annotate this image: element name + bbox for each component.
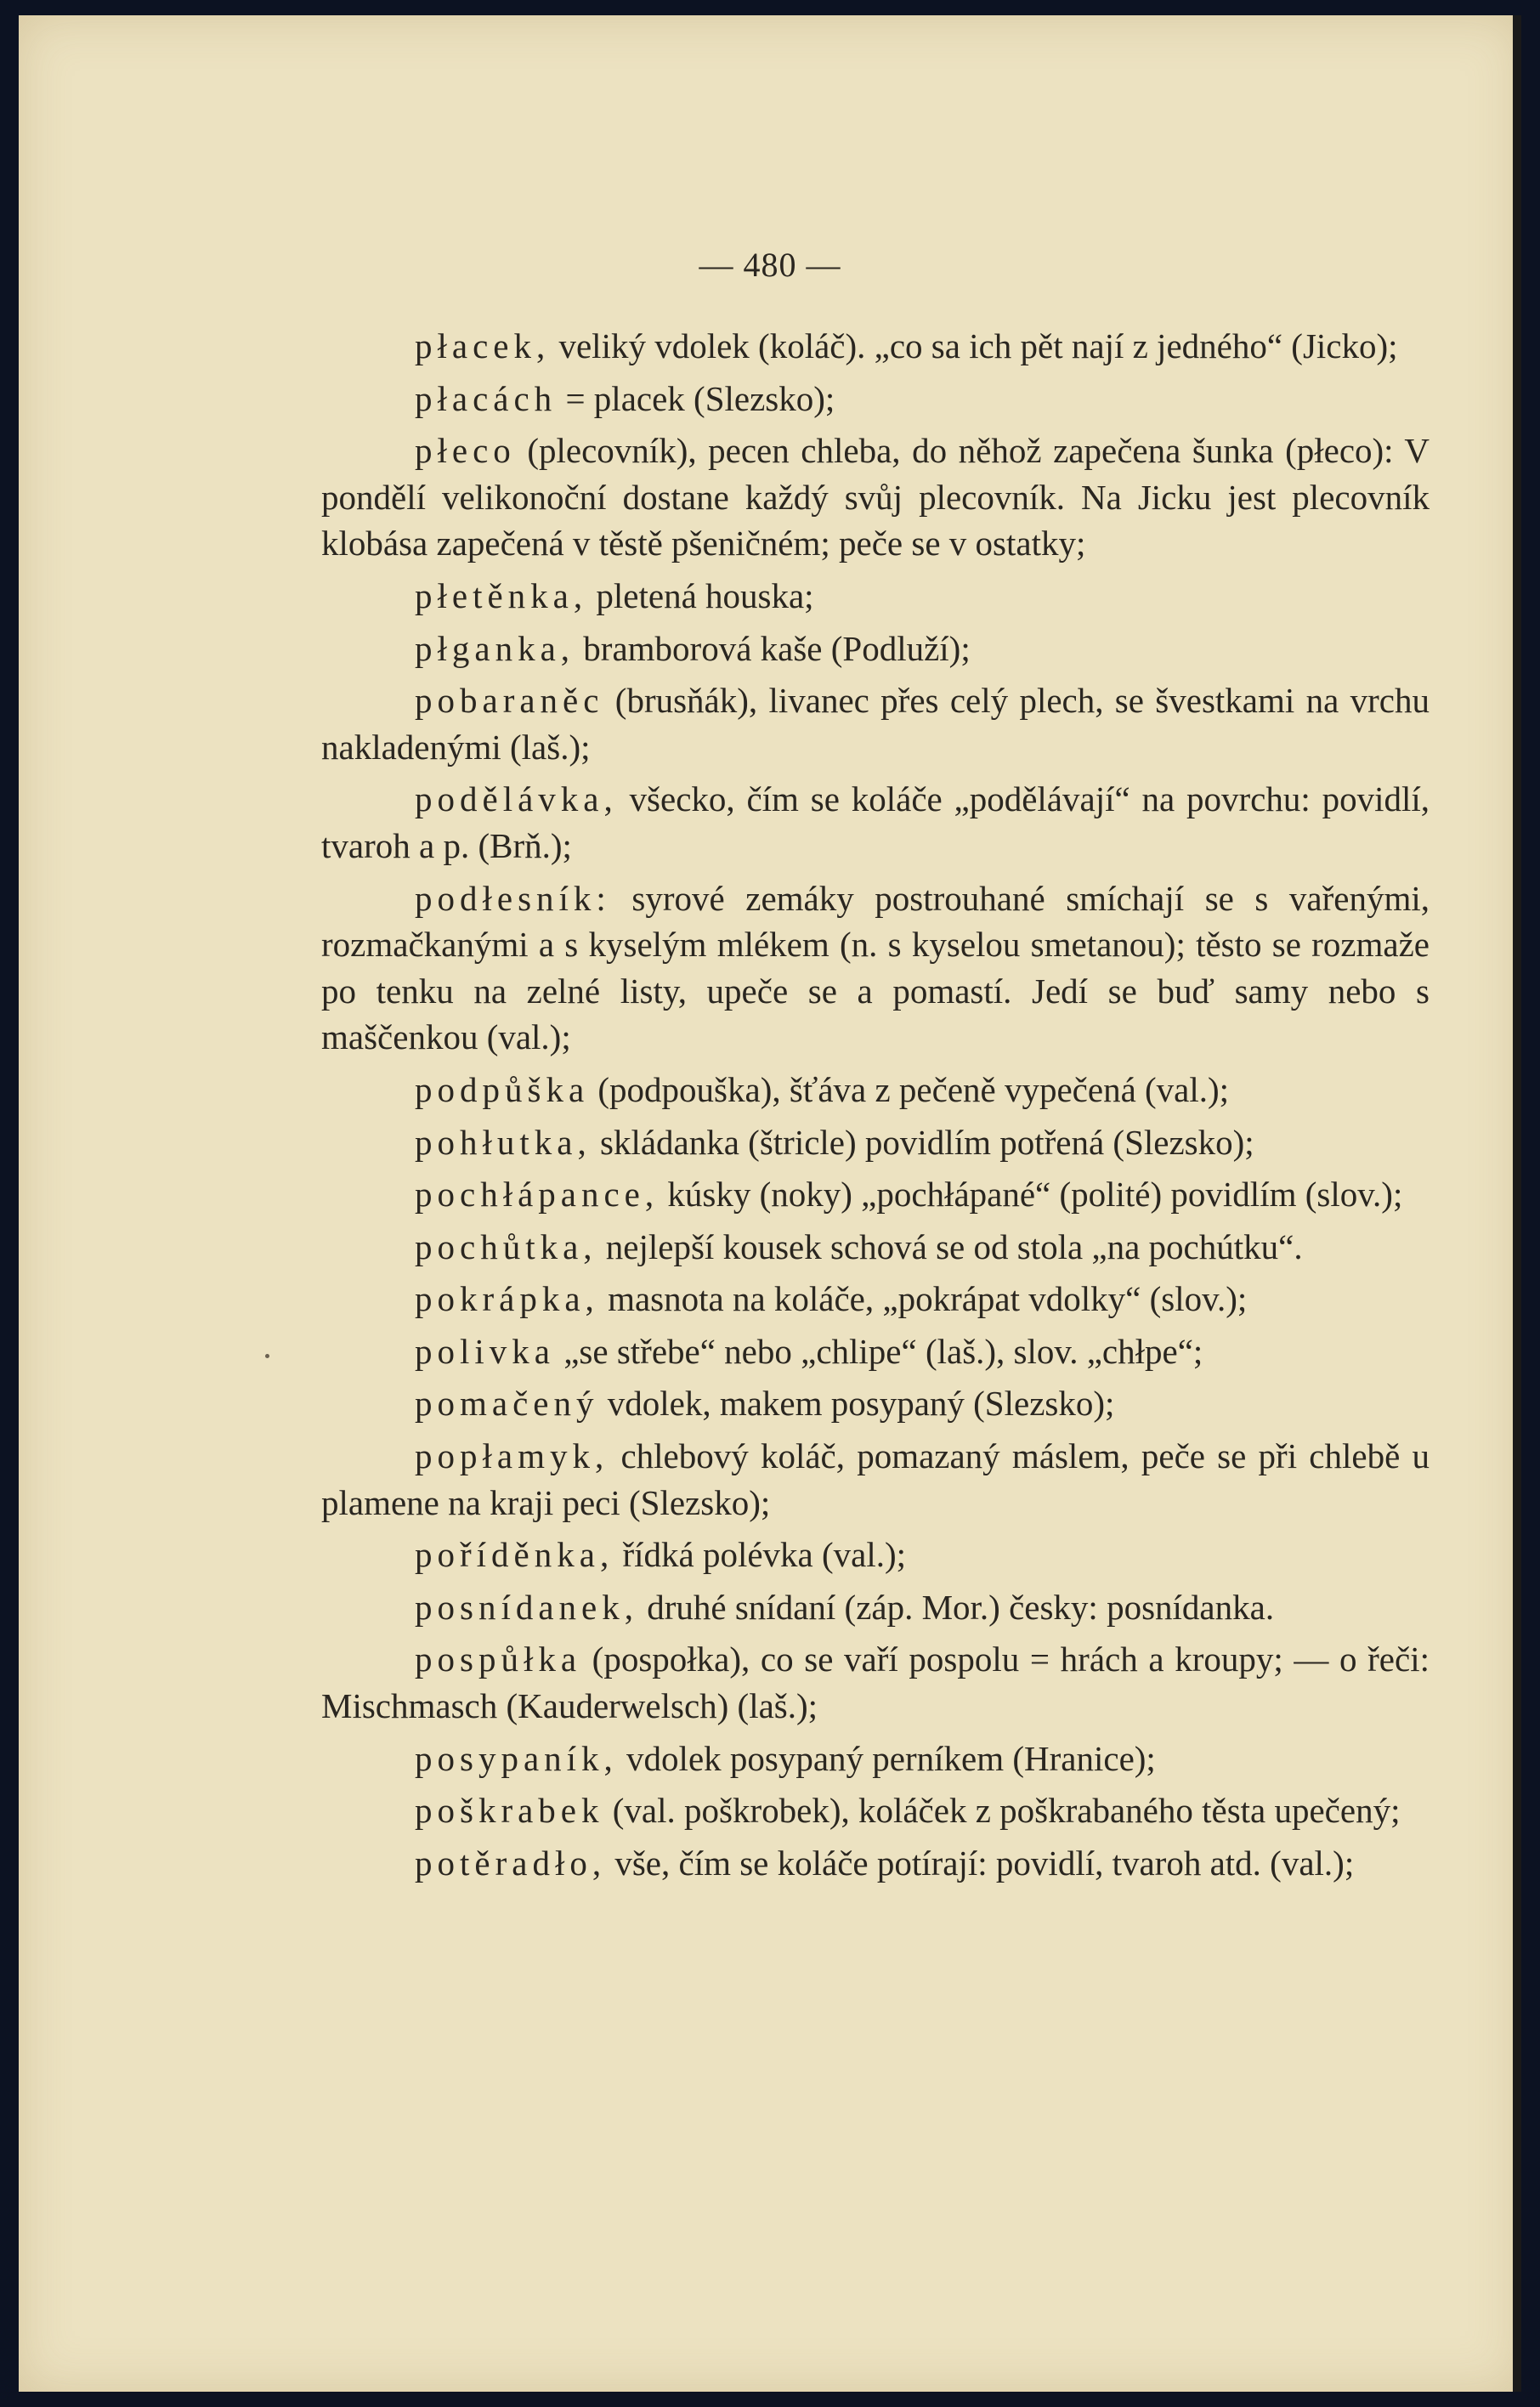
entry xyxy=(321,776,1430,869)
headword: płganka, xyxy=(415,628,575,668)
headword: podělávka, xyxy=(415,779,618,819)
entry xyxy=(321,1532,1430,1578)
headword: podłesník: xyxy=(415,878,611,918)
entry xyxy=(321,573,1430,620)
definition: masnota na koláče, „pokrápat vdolky“ (slov.); xyxy=(598,1279,1248,1319)
definition: „se střebe“ nebo „chlipe“ (laš.), slov. „chłpe“; xyxy=(554,1331,1203,1371)
entry xyxy=(321,1171,1430,1218)
headword: poříděnka, xyxy=(415,1535,614,1575)
headword: pospůłka xyxy=(415,1640,582,1679)
headword: potěradło, xyxy=(415,1843,607,1883)
definition: (plecovník), pecen chleba, do něhož zapečena šunka (płeco): V pondělí velikonoční dostane každý svůj plecovník. Na Jicku jest plecovník klobása zapečená v těstě pšeničném; peče se v ostatky; xyxy=(321,431,1430,564)
definition: veliký vdolek (koláč). „co sa ich pět nají z jedného“ (Jicko); xyxy=(550,326,1398,365)
entry xyxy=(321,677,1430,770)
entry xyxy=(321,1119,1430,1166)
definition: (val. poškrobek), koláček z poškrabaného těsta upečený; xyxy=(603,1791,1401,1831)
definition: kúsky (noky) „pochłápané“ (polité) povidlím (slov.); xyxy=(659,1175,1403,1215)
definition: vše, čím se koláče potírají: povidlí, tvaroh atd. (val.); xyxy=(606,1843,1355,1883)
headword: posypaník, xyxy=(415,1738,618,1778)
entry xyxy=(321,323,1430,370)
headword: pokrápka, xyxy=(415,1279,599,1319)
entry xyxy=(321,1067,1430,1113)
entry xyxy=(321,875,1430,1061)
headword: pochłápance, xyxy=(415,1175,660,1215)
definition: vdolek posypaný perníkem (Hranice); xyxy=(617,1738,1156,1778)
page-number: — 480 — xyxy=(699,246,841,284)
definition: řídká polévka (val.); xyxy=(614,1535,907,1575)
definition: = placek (Slezsko); xyxy=(557,378,835,418)
definition: nejlepší kousek schová se od stola „na pochútku“. xyxy=(597,1226,1303,1266)
headword: popłamyk, xyxy=(415,1436,609,1476)
definition: pletená houska; xyxy=(587,575,814,615)
definition: všecko, čím se koláče „podělávají“ na povrchu: povidlí, tvaroh a p. (Brň.); xyxy=(321,779,1430,865)
headword: płetěnka, xyxy=(415,575,588,615)
definition: bramborová kaše (Podluží); xyxy=(575,628,971,668)
headword: płacek, xyxy=(415,326,551,365)
entry xyxy=(321,1224,1430,1271)
headword: pobaraněc xyxy=(415,681,604,721)
headword: pohłutka, xyxy=(415,1122,592,1162)
definition: vdolek, makem posypaný (Slezsko); xyxy=(598,1384,1115,1424)
entry xyxy=(321,1380,1430,1427)
entry xyxy=(321,1276,1430,1322)
entry xyxy=(321,1328,1430,1375)
entry xyxy=(321,1736,1430,1782)
headword: pomačený xyxy=(415,1384,599,1424)
book-page xyxy=(19,15,1521,2392)
headword: podpůška xyxy=(415,1069,590,1109)
entry xyxy=(321,1584,1430,1631)
definition: syrové zemáky postrouhané smíchají se s vařenými, rozmačkanými a s kyselým mlékem (n. s kyselou smetanou); těsto se rozmaže po tenku na zelné listy, upeče se a pomastí. Jedí se buď samy nebo s maščenkou (val.); xyxy=(321,878,1430,1057)
entry xyxy=(321,1636,1430,1729)
definition: (pospołka), co se vaří pospolu = hrách a kroupy; — o řeči: Mischmasch (Kauderwelsch) (laš.); xyxy=(321,1640,1430,1726)
entry xyxy=(321,428,1430,567)
definition: skládanka (štricle) povidlím potřená (Slezsko); xyxy=(591,1122,1254,1162)
page-binding-edge xyxy=(1513,15,1521,2392)
definition: (podpouška), šťáva z pečeně vypečená (val.); xyxy=(589,1069,1230,1109)
entry xyxy=(321,1433,1430,1526)
headword: posnídanek, xyxy=(415,1587,638,1627)
ink-speck xyxy=(265,1354,269,1358)
headword: płacách xyxy=(415,378,558,418)
headword: płeco xyxy=(415,431,516,471)
headword: pochůtka, xyxy=(415,1226,597,1266)
headword: polivka xyxy=(415,1331,555,1371)
definition: druhé snídaní (záp. Mor.) česky: posnídanka. xyxy=(638,1587,1275,1627)
headword: poškrabek xyxy=(415,1791,604,1831)
dictionary-text xyxy=(321,323,1430,1892)
entry xyxy=(321,376,1430,422)
entry xyxy=(321,1840,1430,1887)
entry xyxy=(321,626,1430,672)
definition: chlebový koláč, pomazaný máslem, peče se při chlebě u plamene na kraji peci (Slezsko); xyxy=(321,1436,1430,1522)
entry xyxy=(321,1787,1430,1834)
definition: (brusňák), livanec přes celý plech, se švestkami na vrchu nakladenými (laš.); xyxy=(321,681,1430,767)
